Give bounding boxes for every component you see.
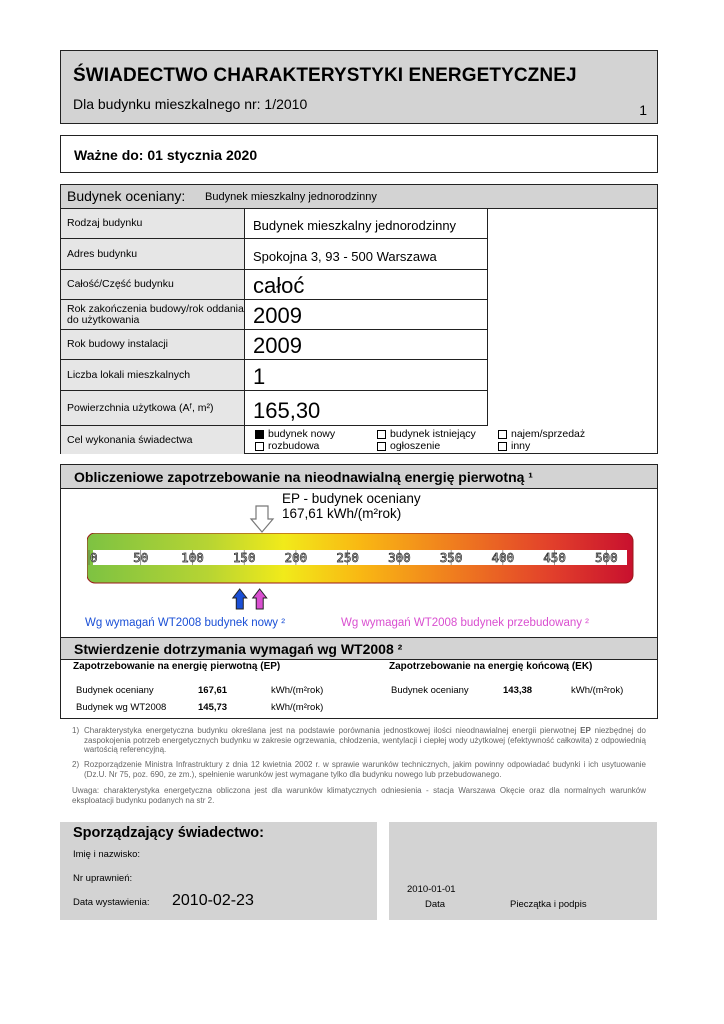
ek-row-label: Budynek oceniany (391, 685, 469, 696)
checkbox-empty-icon (498, 442, 507, 451)
ep-arrow-shape (251, 506, 273, 532)
checkbox-new-building[interactable] (255, 428, 335, 440)
checkbox-checked-icon (255, 430, 264, 439)
row-value: 2009 (253, 303, 302, 328)
footnote-text-bold: EP (580, 726, 591, 735)
building-heading-detail: Budynek mieszkalny jednorodzinny (205, 191, 377, 203)
note-new-building: Wg wymagań WT2008 budynek nowy ² (85, 617, 286, 629)
scale-tick-label: 500 (595, 550, 618, 565)
footnote-text: Rozporządzenie Ministra Infrastruktury z dnia 12 kwietnia 2002 r. w sprawie warunków technicznych, jakim powinny odpowiadać budynki i ich usytuowanie (Dz.U. Nr 75, poz. 690, ze zm.), spełnienie warunków jest wymagane tylko dla budynku nowego lub przebudowanego. (84, 760, 646, 779)
scale-tick-label: 450 (543, 550, 566, 565)
validity-box (60, 135, 658, 173)
row-building-type (61, 209, 487, 239)
rebuilt-building-arrow (253, 589, 267, 609)
issuer-section (60, 822, 377, 920)
checkbox-other[interactable] (498, 440, 530, 452)
issue-date-label: Data wystawienia: (73, 897, 150, 908)
row-label: Rok budowy instalacji (61, 330, 245, 359)
checkbox-empty-icon (498, 430, 507, 439)
energy-demand-section (60, 464, 658, 638)
remark-text: Uwaga: charakterystyka energetyczna obliczona jest dla warunków klimatycznych odniesienia - stacja Warszawa Okęcie oraz dla normalnych warunków eksploatacji budynku podanych na str 2. (72, 786, 646, 805)
certificate-header (60, 50, 658, 124)
row-purpose (61, 426, 657, 454)
scale-tick-label: 0 (90, 550, 98, 565)
checkbox-empty-icon (377, 430, 386, 439)
stamp-date: 2010-01-01 (407, 884, 456, 895)
scale-tick-label: 400 (491, 550, 515, 565)
row-value: 1 (253, 364, 266, 389)
ek-row-value: 143,38 (503, 685, 533, 696)
scale-tick-label: 350 (439, 550, 463, 565)
building-heading-label: Budynek oceniany: (67, 188, 186, 204)
row-value: całoć (253, 273, 305, 298)
ep-label-block (282, 491, 421, 521)
checkbox-label: ogłoszenie (390, 440, 441, 452)
checkbox-label: najem/sprzedaż (511, 428, 586, 440)
row-usable-area (61, 391, 487, 426)
note-rebuilt-building: Wg wymagań WT2008 budynek przebudowany ² (341, 617, 590, 629)
row-label: Całość/Część budynku (61, 270, 245, 299)
footnote-text (84, 726, 646, 755)
scale-tick-label: 300 (388, 550, 411, 565)
ep-row-value: 145,73 (198, 702, 228, 713)
footnote-2 (72, 760, 646, 780)
row-label: Rodzaj budynku (61, 209, 245, 238)
remark (72, 786, 646, 806)
scale-tick-label: 100 (181, 550, 204, 565)
page-number: 1 (639, 102, 647, 118)
scale-tick-label: 50 (133, 550, 149, 565)
row-value: 2009 (253, 333, 302, 358)
row-label: Powierzchnia użytkowa (Aᶠ, m²) (61, 391, 245, 425)
row-label: Liczba lokali mieszkalnych (61, 360, 245, 390)
energy-scale (87, 533, 635, 617)
ep-row-unit: kWh/(m²rok) (271, 702, 324, 713)
scale-tick-label: 250 (336, 550, 359, 565)
checkbox-label: budynek istniejący (390, 428, 476, 440)
row-dwelling-count (61, 360, 487, 391)
issue-date-value: 2010-02-23 (172, 892, 254, 909)
ep-demand-title: Zapotrzebowanie na energię pierwotną (EP) (73, 661, 281, 672)
document-title: ŚWIADECTWO CHARAKTERYSTYKI ENERGETYCZNEJ (73, 65, 577, 86)
row-installation-year (61, 330, 487, 360)
energy-heading-text: Obliczeniowe zapotrzebowanie na nieodnawialną energię pierwotną ¹ (74, 469, 533, 485)
row-value: Budynek mieszkalny jednorodzinny (253, 218, 457, 233)
row-label: Adres budynku (61, 239, 245, 269)
footnote-text-part: niezbędnej do zaspokojenia potrzeb energetycznych budynku w zakresie ogrzewania, chłodzenia, wentylacji i ciepłej wody użytkowej (efektywność całkowita) z odpowiednią wartością referencyjną. (84, 726, 646, 754)
name-label: Imię i nazwisko: (73, 849, 141, 860)
checkbox-label: rozbudowa (268, 440, 320, 452)
checkbox-announcement[interactable] (377, 440, 440, 452)
new-building-arrow (233, 589, 247, 609)
row-address (61, 239, 487, 270)
checkbox-rent-sale[interactable] (498, 428, 585, 440)
date-label: Data (425, 899, 446, 910)
ep-row-label: Budynek wg WT2008 (76, 702, 167, 713)
table-divider (487, 209, 488, 426)
footnote-text-part: Charakterystyka energetyczna budynku określana jest na podstawie porównania jednostkowej ilości nieodnawialnej energii pierwotnej (84, 726, 581, 735)
ek-demand-title: Zapotrzebowanie na energię końcową (EK) (389, 661, 593, 672)
ep-row-value: 167,61 (198, 685, 228, 696)
ek-row-unit: kWh/(m²rok) (571, 685, 624, 696)
footnote-number: 2) (72, 760, 80, 769)
row-completion-year (61, 300, 487, 330)
license-label: Nr uprawnień: (73, 873, 133, 884)
scale-tick-label: 150 (232, 550, 256, 565)
issuer-title: Sporządzający świadectwo: (73, 825, 264, 841)
validity-text: Ważne do: 01 stycznia 2020 (74, 147, 258, 163)
ep-label: EP - budynek oceniany (282, 491, 421, 506)
checkbox-existing-building[interactable] (377, 428, 476, 440)
compliance-section (60, 637, 658, 719)
ep-arrow-icon (232, 505, 292, 533)
row-value: 165,30 (253, 398, 321, 423)
row-value: Spokojna 3, 93 - 500 Warszawa (253, 249, 437, 264)
footnote-number: 1) (72, 726, 80, 735)
compliance-heading-text: Stwierdzenie dotrzymania wymagań wg WT2008 ² (74, 641, 403, 657)
checkbox-label: budynek nowy (268, 428, 336, 440)
row-whole-part (61, 270, 487, 300)
checkbox-label: inny (511, 440, 531, 452)
energy-heading (61, 465, 657, 489)
scale-tick-label: 200 (284, 550, 308, 565)
building-heading (61, 185, 657, 209)
stamp-section (389, 822, 657, 920)
document-subtitle: Dla budynku mieszkalnego nr: 1/2010 (73, 96, 308, 112)
building-section (60, 184, 658, 454)
stamp-label: Pieczątka i podpis (510, 899, 587, 910)
ep-row-unit: kWh/(m²rok) (271, 685, 324, 696)
checkbox-empty-icon (255, 442, 264, 451)
row-label: Cel wykonania świadectwa (61, 426, 245, 454)
checkbox-empty-icon (377, 442, 386, 451)
compliance-heading (61, 638, 657, 660)
checkbox-extension[interactable] (255, 440, 319, 452)
ep-value: 167,61 kWh/(m²rok) (282, 506, 402, 521)
footnote-1 (72, 726, 646, 756)
ep-row-label: Budynek oceniany (76, 685, 154, 696)
row-label: Rok zakończenia budowy/rok oddania do użytkowania (61, 300, 245, 329)
